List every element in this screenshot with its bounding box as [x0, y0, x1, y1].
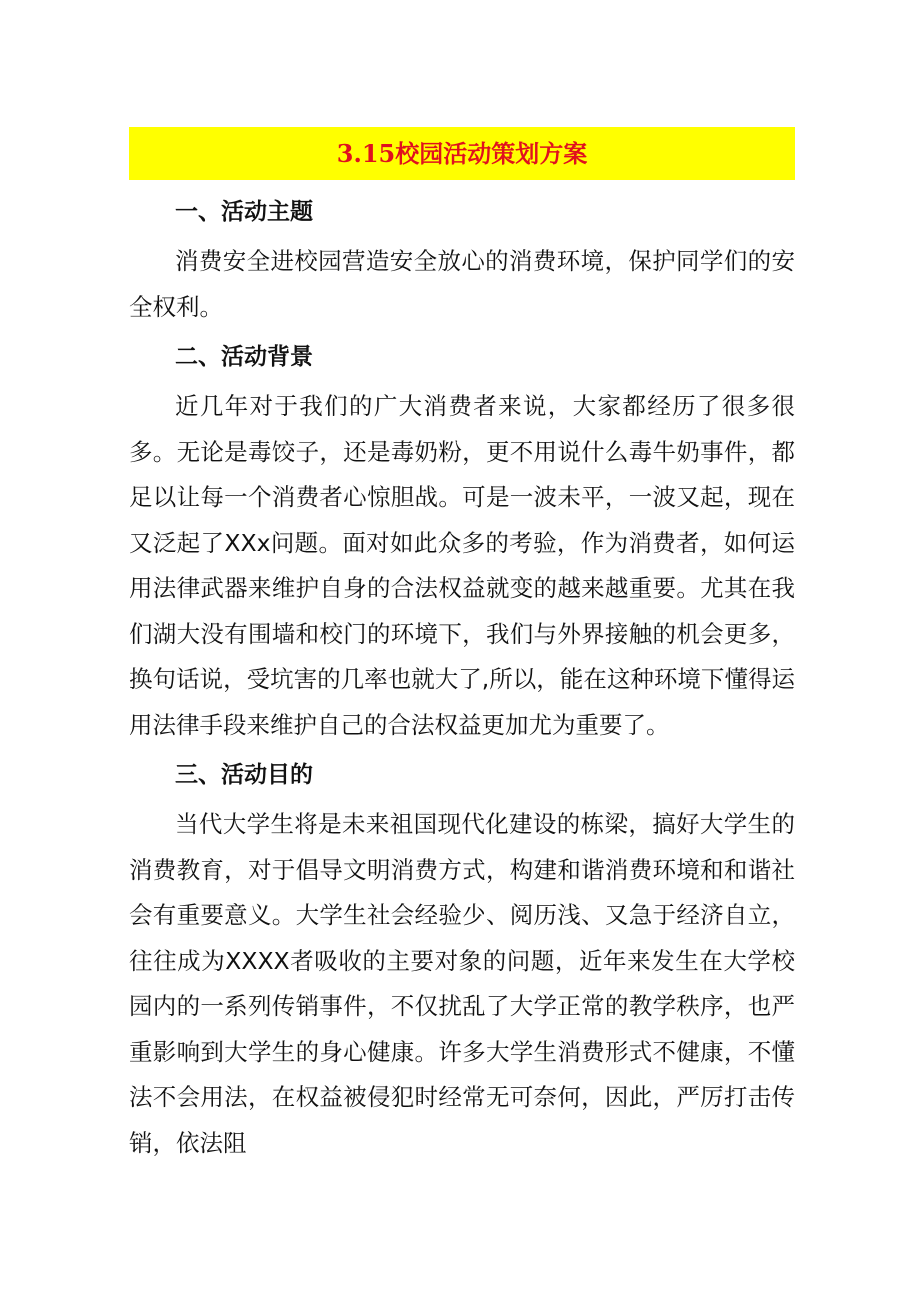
section-heading-purpose: 三、活动目的: [175, 762, 313, 788]
section-paragraph-purpose: 当代大学生将是未来祖国现代化建设的栋梁，搞好大学生的消费教育，对于倡导文明消费方式，构建和谐消费环境和和谐社会有重要意义。大学生社会经验少、阅历浅、又急于经济自立，往往成为XXXX者吸收的主要对象的问题，近年来发生在大学校园内的一系列传销事件，不仅扰乱了大学正常的教学秩序，也严重影响到大学生的身心健康。许多大学生消费形式不健康，不懂法不会用法，在权益被侵犯时经常无可奈何，因此，严厉打击传销，依法阻: [129, 810, 795, 1157]
section-paragraph-theme: 消费安全进校园营造安全放心的消费环境，保护同学们的安全权利。: [129, 247, 795, 321]
section-heading-background: 二、活动背景: [175, 344, 313, 370]
section-heading-theme: 一、活动主题: [175, 199, 313, 225]
section-paragraph-background: 近几年对于我们的广大消费者来说，大家都经历了很多很多。无论是毒饺子，还是毒奶粉，更不用说什么毒牛奶事件，都足以让每一个消费者心惊胆战。可是一波未平，一波又起，现在又泛起了XXx问题。面对如此众多的考验，作为消费者，如何运用法律武器来维护自身的合法权益就变的越来越重要。尤其在我们湖大没有围墙和校门的环境下，我们与外界接触的机会更多，换句话说，受坑害的几率也就大了,所以，能在这种环境下懂得运用法律手段来维护自己的合法权益更加尤为重要了。: [129, 392, 795, 739]
document-title: 3.15校园活动策划方案: [336, 138, 588, 168]
title-banner: [129, 127, 795, 180]
document-body: [129, 192, 795, 1173]
